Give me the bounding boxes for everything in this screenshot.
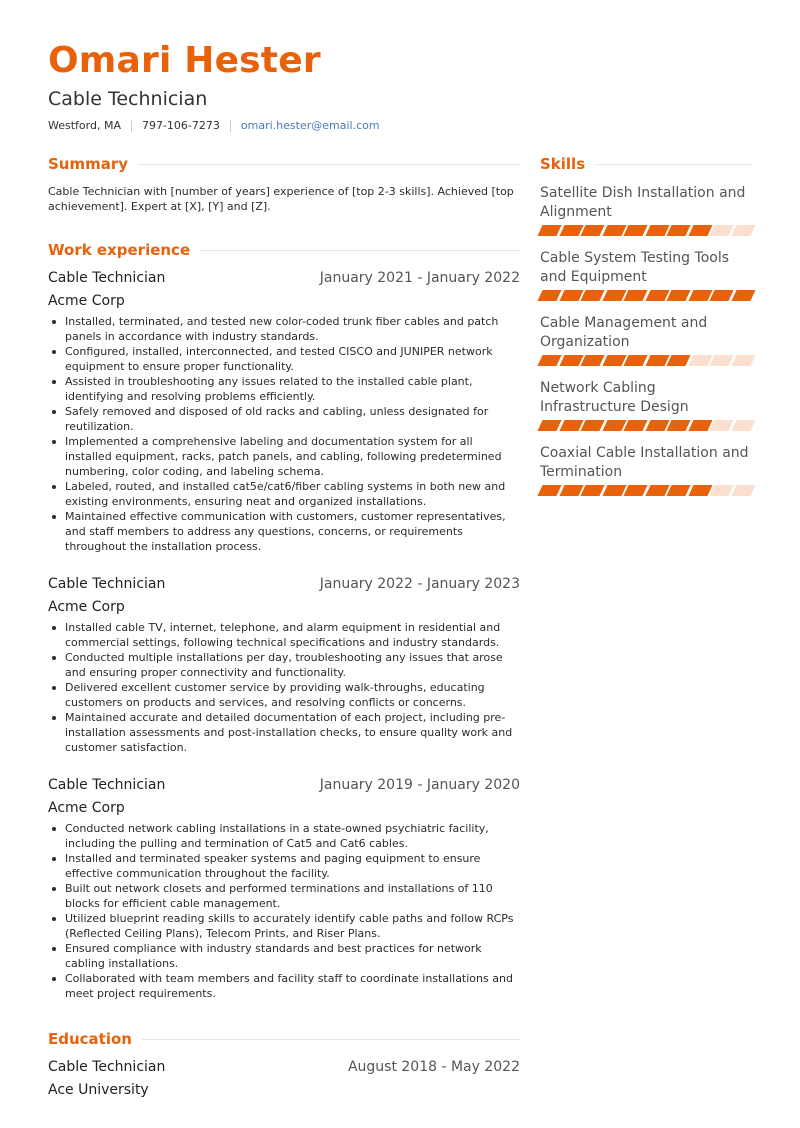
job-entry [48, 576, 520, 755]
rating-segment-empty [709, 355, 733, 366]
rating-segment-filled [666, 420, 690, 431]
job-header [48, 270, 520, 290]
rating-segment-filled [580, 225, 604, 236]
skill-item [540, 249, 752, 301]
job-title: Cable Technician [48, 576, 166, 592]
rating-segment-empty [731, 420, 755, 431]
job-list [48, 270, 520, 1001]
rating-segment-filled [537, 355, 561, 366]
job-entry [48, 777, 520, 1001]
rating-segment-filled [645, 290, 669, 301]
contact-divider [230, 120, 231, 132]
skill-rating-bar [540, 225, 752, 236]
contact-info [48, 119, 380, 132]
rating-segment-filled [645, 225, 669, 236]
job-entry [48, 270, 520, 554]
section-title: Summary [48, 155, 129, 173]
job-bullets [48, 620, 520, 755]
section-divider [138, 164, 520, 165]
education-degree: Cable Technician [48, 1059, 166, 1075]
section-title: Work experience [48, 241, 191, 259]
job-company: Acme Corp [48, 800, 125, 816]
education-school: Ace University [48, 1082, 149, 1098]
job-header [48, 777, 520, 797]
contact-divider [131, 120, 132, 132]
rating-segment-filled [645, 420, 669, 431]
section-divider [595, 164, 752, 165]
rating-segment-filled [666, 225, 690, 236]
rating-segment-empty [688, 355, 712, 366]
bullet-item: Maintained accurate and detailed documentation of each project, including pre-installation assessments and post-installation checks, to ensure quality work and customer satisfaction. [48, 710, 520, 755]
section-title: Education [48, 1030, 132, 1048]
bullet-item: Collaborated with team members and facility staff to coordinate installations and meet project requirements. [48, 971, 520, 1001]
bullet-item: Built out network closets and performed terminations and installations of 110 blocks for efficient cable management. [48, 881, 520, 911]
bullet-item: Installed cable TV, internet, telephone, and alarm equipment in residential and commercial settings, following technical specifications and industry standards. [48, 620, 520, 650]
job-company: Acme Corp [48, 599, 125, 615]
skill-name: Cable System Testing Tools and Equipment [540, 250, 730, 285]
skill-name: Coaxial Cable Installation and Termination [540, 445, 749, 480]
education-date: August 2018 - May 2022 [347, 1059, 520, 1075]
education-header [48, 1059, 520, 1079]
contact-location: Westford, MA [48, 119, 121, 132]
rating-segment-filled [688, 225, 712, 236]
resume-role: Cable Technician [48, 88, 208, 110]
rating-segment-empty [731, 485, 755, 496]
rating-segment-filled [666, 485, 690, 496]
rating-segment-filled [688, 485, 712, 496]
rating-segment-filled [602, 290, 626, 301]
bullet-item: Labeled, routed, and installed cat5e/cat6/fiber cabling systems in both new and existing environments, ensuring neat and organized installations. [48, 479, 520, 509]
bullet-item: Utilized blueprint reading skills to accurately identify cable paths and follow RCPs (Reflected Ceiling Plans), Telecom Prints, and Riser Plans. [48, 911, 520, 941]
rating-segment-filled [537, 225, 561, 236]
rating-segment-filled [580, 355, 604, 366]
skills-list [540, 184, 752, 496]
rating-segment-filled [666, 355, 690, 366]
job-company: Acme Corp [48, 293, 125, 309]
bullet-item: Installed, terminated, and tested new color-coded trunk fiber cables and patch panels in accordance with industry standards. [48, 314, 520, 344]
bullet-item: Safely removed and disposed of old racks and cabling, unless designated for reutilization. [48, 404, 520, 434]
bullet-item: Assisted in troubleshooting any issues related to the installed cable plant, identifying and resolving problems efficiently. [48, 374, 520, 404]
rating-segment-filled [602, 225, 626, 236]
rating-segment-filled [623, 225, 647, 236]
bullet-item: Maintained effective communication with customers, customer representatives, and staff members to address any questions, concerns, or requirements throughout the installation process. [48, 509, 520, 554]
rating-segment-filled [688, 290, 712, 301]
rating-segment-filled [602, 420, 626, 431]
skill-rating-bar [540, 355, 752, 366]
rating-segment-filled [602, 355, 626, 366]
skill-name: Network Cabling Infrastructure Design [540, 380, 689, 415]
rating-segment-filled [537, 420, 561, 431]
rating-segment-filled [623, 355, 647, 366]
rating-segment-filled [580, 485, 604, 496]
bullet-item: Conducted multiple installations per day, troubleshooting any issues that arose and ensuring proper connectivity and functionality. [48, 650, 520, 680]
rating-segment-filled [602, 485, 626, 496]
rating-segment-empty [731, 355, 755, 366]
rating-segment-filled [709, 290, 733, 301]
resume-name: Omari Hester [48, 40, 321, 81]
skill-item [540, 379, 752, 431]
rating-segment-filled [537, 290, 561, 301]
rating-segment-filled [623, 420, 647, 431]
rating-segment-empty [709, 225, 733, 236]
skill-name: Satellite Dish Installation and Alignment [540, 185, 746, 220]
contact-phone: 797-106-7273 [141, 119, 220, 132]
rating-segment-filled [580, 290, 604, 301]
bullet-item: Ensured compliance with industry standards and best practices for network cabling installations. [48, 941, 520, 971]
rating-segment-filled [688, 420, 712, 431]
rating-segment-filled [731, 290, 755, 301]
rating-segment-empty [709, 420, 733, 431]
bullet-item: Conducted network cabling installations in a state-owned psychiatric facility, including the pulling and termination of Cat5 and Cat6 cables. [48, 821, 520, 851]
rating-segment-filled [559, 290, 583, 301]
rating-segment-filled [645, 485, 669, 496]
job-header [48, 576, 520, 596]
experience-section [48, 240, 520, 1001]
skill-rating-bar [540, 485, 752, 496]
side-column [540, 154, 752, 509]
job-bullets [48, 821, 520, 1001]
job-date: January 2022 - January 2023 [319, 576, 520, 592]
job-title: Cable Technician [48, 777, 166, 793]
contact-email-link[interactable]: omari.hester@email.com [240, 119, 380, 132]
skill-item [540, 444, 752, 496]
education-list [48, 1059, 520, 1101]
job-title: Cable Technician [48, 270, 166, 286]
section-divider [200, 250, 520, 251]
section-title: Skills [540, 155, 586, 173]
skill-item [540, 314, 752, 366]
job-date: January 2019 - January 2020 [319, 777, 520, 793]
job-date: January 2021 - January 2022 [319, 270, 520, 286]
skill-name: Cable Management and Organization [540, 315, 708, 350]
rating-segment-filled [645, 355, 669, 366]
rating-segment-filled [623, 290, 647, 301]
summary-section [48, 154, 520, 214]
rating-segment-filled [623, 485, 647, 496]
rating-segment-filled [559, 355, 583, 366]
skill-rating-bar [540, 290, 752, 301]
summary-text: Cable Technician with [number of years] experience of [top 2-3 skills]. Achieved [top achievement]. Expert at [X], [Y] and [Z]. [48, 185, 514, 213]
rating-segment-filled [537, 485, 561, 496]
rating-segment-filled [559, 225, 583, 236]
section-divider [142, 1039, 520, 1040]
rating-segment-empty [709, 485, 733, 496]
bullet-item: Installed and terminated speaker systems and paging equipment to ensure effective communication throughout the facility. [48, 851, 520, 881]
rating-segment-filled [666, 290, 690, 301]
rating-segment-empty [731, 225, 755, 236]
job-bullets [48, 314, 520, 554]
rating-segment-filled [580, 420, 604, 431]
bullet-item: Implemented a comprehensive labeling and documentation system for all installed equipment, racks, patch panels, and cabling, following predetermined numbering, color coding, and labeling schema. [48, 434, 520, 479]
skill-rating-bar [540, 420, 752, 431]
bullet-item: Delivered excellent customer service by providing walk-throughs, educating customers on products and services, and resolving conflicts or concerns. [48, 680, 520, 710]
bullet-item: Configured, installed, interconnected, and tested CISCO and JUNIPER network equipment to ensure proper functionality. [48, 344, 520, 374]
main-column [48, 154, 520, 1103]
rating-segment-filled [559, 420, 583, 431]
rating-segment-filled [559, 485, 583, 496]
education-section [48, 1029, 520, 1101]
skill-item [540, 184, 752, 236]
